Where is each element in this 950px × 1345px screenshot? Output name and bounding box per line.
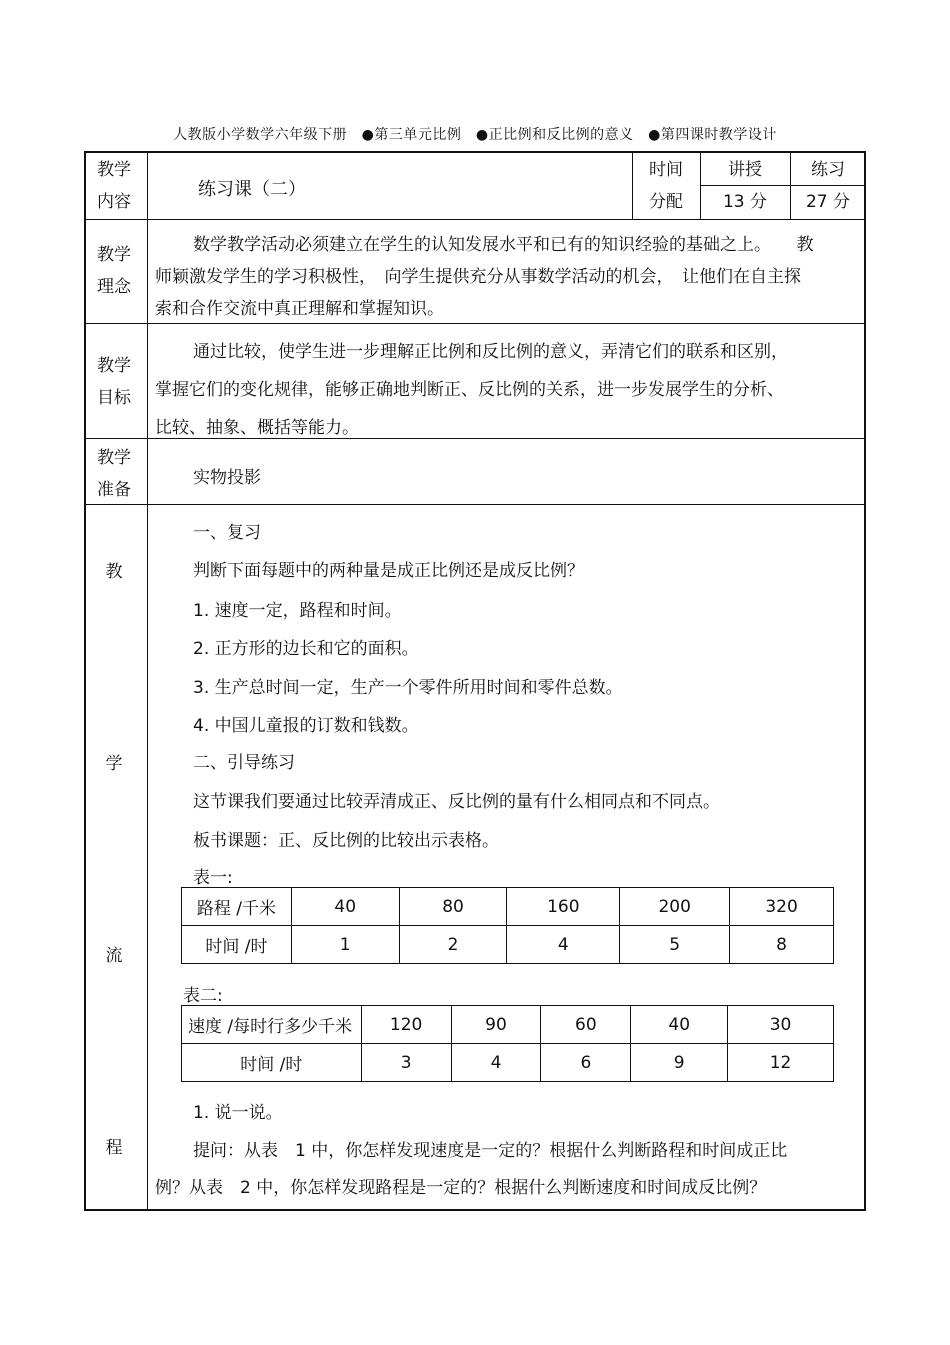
table1 — [181, 887, 834, 964]
table-cell: 12 — [728, 1044, 834, 1082]
review-item: 4. 中国儿童报的订数和钱数。 — [193, 716, 419, 736]
table-cell: 30 — [728, 1006, 834, 1044]
process-label-char: 学 — [105, 754, 123, 774]
row-divider — [84, 323, 866, 324]
philosophy-label-top: 教学 — [97, 245, 131, 265]
review-title: 一、复习 — [193, 523, 261, 543]
table-cell: 40 — [631, 1006, 728, 1044]
label-column-divider — [147, 151, 148, 1211]
row-divider — [84, 504, 866, 505]
table-row — [182, 888, 834, 926]
table-cell: 8 — [730, 926, 834, 964]
table-cell: 1 — [291, 926, 399, 964]
table-cell: 40 — [291, 888, 399, 926]
question-line: 提问：从表 1 中，你怎样发现速度是一定的？根据什么判断路程和时间成正比 — [193, 1141, 788, 1161]
goals-label-top: 教学 — [97, 356, 131, 376]
content-label-top: 教学 — [97, 160, 131, 180]
time-label-bottom: 分配 — [649, 192, 683, 212]
table-cell: 路程 /千米 — [182, 888, 292, 926]
goals-label-bottom: 目标 — [97, 388, 131, 408]
process-label-char: 程 — [105, 1138, 123, 1158]
content-label-bottom: 内容 — [97, 192, 131, 212]
table-cell: 2 — [399, 926, 507, 964]
prep-label-bottom: 准备 — [97, 480, 131, 500]
table-cell: 4 — [507, 926, 620, 964]
philosophy-line: 索和合作交流中真正理解和掌握知识。 — [155, 299, 444, 319]
guide-title: 二、引导练习 — [193, 753, 295, 773]
table-cell: 9 — [631, 1044, 728, 1082]
process-label-char: 教 — [105, 562, 123, 582]
page-header: 人教版小学数学六年级下册 ●第三单元比例 ●正比例和反比例的意义 ●第四课时教学设计 — [173, 127, 777, 143]
content-value: 练习课（二） — [198, 179, 306, 200]
time-label-top: 时间 — [649, 160, 683, 180]
table-cell: 60 — [541, 1006, 631, 1044]
review-item: 1. 速度一定，路程和时间。 — [193, 601, 402, 621]
table-cell: 6 — [541, 1044, 631, 1082]
process-label-char: 流 — [105, 946, 123, 966]
table-cell: 160 — [507, 888, 620, 926]
review-item: 2. 正方形的边长和它的面积。 — [193, 639, 419, 659]
table-cell: 90 — [451, 1006, 541, 1044]
review-item: 3. 生产总时间一定，生产一个零件所用时间和零件总数。 — [193, 678, 623, 698]
guide-text: 这节课我们要通过比较弄清成正、反比例的量有什么相同点和不同点。 — [193, 792, 720, 812]
table-cell: 120 — [361, 1006, 451, 1044]
table-cell: 速度 /每时行多少千米 — [182, 1006, 362, 1044]
philosophy-line: 师颖激发学生的学习积极性， 向学生提供充分从事数学活动的机会， 让他们在自主探 — [155, 267, 801, 287]
table-cell: 时间 /时 — [182, 1044, 362, 1082]
table-row — [182, 1006, 834, 1044]
row-divider — [84, 438, 866, 439]
table2-caption: 表二: — [183, 986, 223, 1006]
table1-caption: 表一: — [193, 868, 233, 888]
philosophy-line: 数学教学活动必须建立在学生的认知发展水平和已有的知识经验的基础之上。 教 — [193, 235, 814, 255]
table-cell: 320 — [730, 888, 834, 926]
philosophy-label-bottom: 理念 — [97, 277, 131, 297]
table-cell: 4 — [451, 1044, 541, 1082]
table-cell: 200 — [620, 888, 730, 926]
row-divider — [84, 219, 866, 220]
say-text: 1. 说一说。 — [193, 1103, 283, 1123]
table-row — [182, 926, 834, 964]
table-cell: 80 — [399, 888, 507, 926]
question-line: 例？从表 2 中，你怎样发现路程是一定的？根据什么判断速度和时间成反比例？ — [155, 1178, 767, 1198]
review-question: 判断下面每题中的两种量是成正比例还是成反比例？ — [193, 561, 584, 581]
prep-value: 实物投影 — [193, 468, 261, 488]
table2 — [181, 1005, 834, 1082]
practice-label: 练习 — [811, 160, 845, 180]
lecture-label: 讲授 — [728, 160, 762, 180]
practice-value: 27 分 — [805, 192, 851, 212]
table-cell: 时间 /时 — [182, 926, 292, 964]
prep-label-top: 教学 — [97, 448, 131, 468]
lecture-value: 13 分 — [722, 192, 768, 212]
table-cell: 5 — [620, 926, 730, 964]
table-cell: 3 — [361, 1044, 451, 1082]
goals-line: 通过比较，使学生进一步理解正比例和反比例的意义，弄清它们的联系和区别， — [193, 342, 788, 362]
goals-line: 掌握它们的变化规律，能够正确地判断正、反比例的关系，进一步发展学生的分析、 — [155, 380, 784, 400]
board-text: 板书课题：正、反比例的比较出示表格。 — [193, 831, 499, 851]
table-row — [182, 1044, 834, 1082]
goals-line: 比较、抽象、概括等能力。 — [155, 418, 359, 438]
